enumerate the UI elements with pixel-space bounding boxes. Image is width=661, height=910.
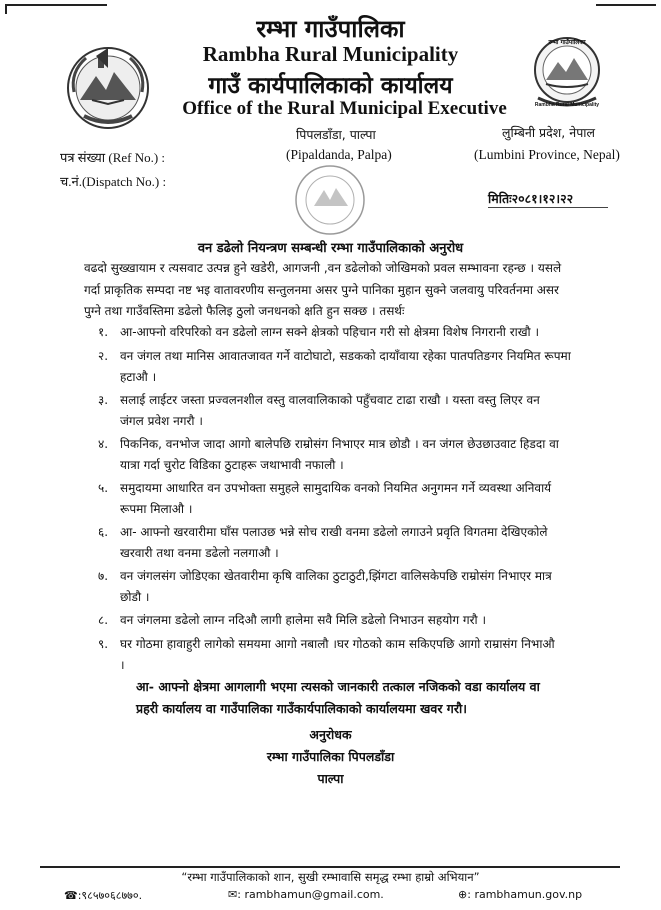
list-item [98, 478, 600, 520]
list-item [98, 346, 600, 388]
item-line: वन जंगल तथा मानिस आवातजावत गर्ने वाटोघाटो, सडकको दायाँवाया रहेका पातपतिङगर नियमित रूपमा [120, 349, 571, 363]
closing-paragraph [136, 676, 596, 720]
province-np: लुम्बिनी प्रदेश, नेपाल [502, 125, 596, 140]
date-underline [488, 207, 608, 208]
office-name-en: Office of the Rural Municipal Executive [182, 98, 507, 119]
closing-line: आ- आफ्नो क्षेत्रमा आगलागी भएमा त्यसको जानकारी तत्काल नजिकको वडा कार्यालय वा [136, 679, 540, 694]
item-line: । [120, 658, 125, 672]
item-number: ९. [98, 637, 109, 651]
footer-website [458, 888, 582, 901]
office-stamp [290, 160, 370, 240]
logo-text-np: रम्भा गाउँपालिका [548, 39, 586, 46]
item-line: खरवारी तथा वनमा डढेलो नलगाऔ । [120, 546, 279, 560]
item-line: सलाई लाईटर जस्ता प्रज्वलनशील वस्तु वालवालिकाको पहुँचवाट टाढा राखौ । यस्ता वस्तु लिएर वन [120, 393, 540, 407]
globe-icon: ⊕: [458, 888, 471, 901]
list-item [98, 434, 600, 476]
item-number: ७. [98, 569, 109, 583]
item-line: वन जंगलमा डढेलो लाग्न नदिऔ लागी हालेमा सवै मिलि डढेलो निभाउन सहयोग गरौ । [120, 613, 487, 627]
intro-line: वढदो सुख्खायाम र त्यसवाट उत्पन्न हुने खडेरी, आगजनी ,वन डढेलोको जोखिमको प्रवल सम्भावना रहन्छ । यसले [84, 261, 562, 275]
item-number: ८. [98, 613, 109, 627]
footer-phone: ☎:९८५७०६८७७०. [64, 889, 143, 902]
item-line: घर गोठमा हावाहुरी लागेको समयमा आगो नबालौ ।घर गोठको काम सकिएपछि आगो राम्रासंग निभाऔ [120, 637, 555, 651]
municipality-name-np: रम्भा गाउँपालिका [256, 15, 405, 43]
item-line: पिकनिक, वनभोज जादा आगो बालेपछि राम्रोसंग निभाएर मात्र छोडौ । वन जंगल छेउछाउवाट हिडदा वा [120, 437, 559, 451]
intro-paragraph [84, 258, 604, 323]
signature-office: रम्भा गाउँपालिका पिपलडाँडा [266, 749, 395, 764]
item-line: आ-आफ्नो वरिपरिको वन डढेलो लाग्न सक्ने क्षेत्रको पहिचान गरी सो क्षेत्रमा विशेष निगरानी राखौ । [120, 325, 540, 339]
dispatch-label: च.नं.(Dispatch No.) : [60, 174, 167, 189]
item-number: ६. [98, 525, 109, 539]
item-number: ५. [98, 481, 109, 495]
item-line: आ- आफ्नो खरवारीमा घाँस पलाउछ भन्ने सोच राखी वनमा डढेलो लगाउने प्रवृति विगतमा देखिएकोले [120, 525, 548, 539]
logo-text-en: Rambha Rural Municipality [534, 102, 600, 108]
ref-label: पत्र संख्या (Ref No.) : [60, 150, 166, 165]
signature-label: अनुरोधक [309, 727, 352, 742]
intro-line: गर्दा प्राकृतिक सम्पदा नष्ट भइ वातावरणीय सन्तुलनमा असर पुग्ने पानिका मुहान सुक्ने जलवायु परिवर्तनमा असर [84, 282, 559, 297]
item-line: वन जंगलसंग जोडिएका खेतवारीमा कृषि वालिका ठुटाठुटी,झिंगटा वालिसकेपछि राम्रोसंग निभाएर मात्र [120, 569, 552, 583]
item-number: ४. [98, 437, 109, 451]
list-item [98, 522, 600, 564]
list-item [98, 566, 600, 608]
list-item [98, 322, 600, 343]
signature-district: पाल्पा [317, 771, 344, 786]
province-en: (Lumbini Province, Nepal) [474, 147, 620, 162]
footer-divider [40, 866, 620, 868]
mail-icon: ✉: [228, 888, 241, 901]
closing-line: प्रहरी कार्यालय वा गाउँपालिका गाउँकार्यपालिकाको कार्यालयमा खवर गरौ। [136, 701, 467, 716]
item-number: २. [98, 349, 109, 363]
item-number: ३. [98, 393, 109, 407]
municipality-name-en: Rambha Rural Municipality [202, 42, 459, 66]
place-en: (Pipaldanda, Palpa) [286, 147, 392, 162]
item-line: हटाऔ । [120, 370, 157, 384]
footer-website-text: rambhamun.gov.np [474, 888, 583, 901]
letter-date: मितिः२०८१।१२।२२ [488, 191, 574, 206]
list-item [98, 390, 600, 432]
intro-line: पुग्ने तथा गाउँवस्तिमा डढेलो फैलिइ ठुलो जनधनको क्षति हुन सक्छ । तसर्थः [84, 304, 405, 318]
item-number: १. [98, 325, 109, 339]
list-item [98, 634, 600, 676]
item-line: छोडौ । [120, 590, 150, 604]
footer-email [228, 888, 384, 901]
item-line: जंगल प्रवेश नगरौ । [120, 414, 203, 428]
office-name-np: गाउँ कार्यपालिकाको कार्यालय [208, 73, 453, 99]
footer-motto: “रम्भा गाउँपालिकाको शान, सुखी रम्भावासि समृद्ध रम्भा हाम्रो अभियान” [181, 870, 480, 884]
item-line: यात्रा गर्दा चुरोट विडिका ठुटाहरू जथाभावी नफालौ । [120, 458, 344, 472]
item-line: रूपमा मिलाऔ । [120, 502, 193, 516]
list-item [98, 610, 600, 631]
letter-subject: वन डढेलो नियन्त्रण सम्बन्धी रम्भा गाउँपालिकाको अनुरोध [197, 241, 464, 256]
item-line: समुदायमा आधारित वन उपभोक्ता समुहले सामुदायिक वनको नियमित अनुगमन गर्ने व्यवस्था अनिवार्य [120, 481, 552, 495]
place-np: पिपलडाँडा, पाल्पा [296, 127, 376, 142]
footer-email-text: rambhamun@gmail.com. [244, 888, 384, 901]
